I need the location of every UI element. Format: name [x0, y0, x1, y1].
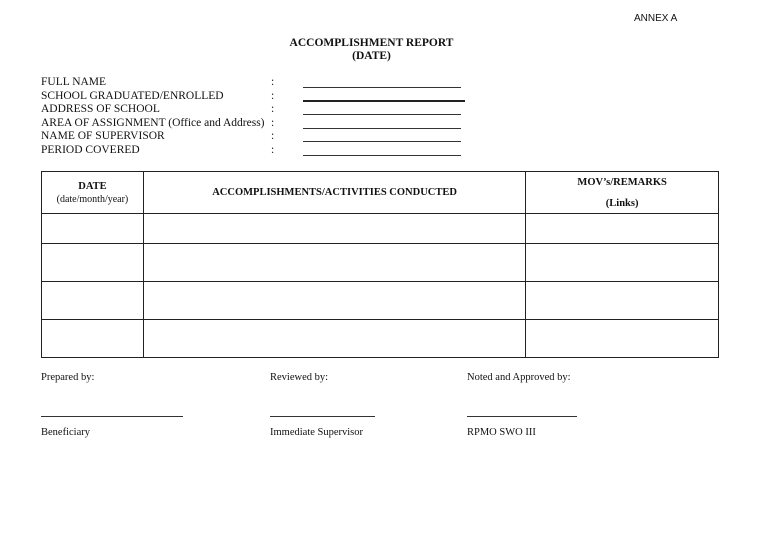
- column-header-date: [42, 172, 144, 214]
- table-cell-activities[interactable]: [143, 282, 525, 320]
- table-cell-date[interactable]: [42, 244, 144, 282]
- annex-label: ANNEX A: [634, 13, 678, 24]
- field-name-of-supervisor: [41, 130, 481, 144]
- field-period-covered: [41, 144, 481, 158]
- field-colon: :: [271, 116, 275, 129]
- report-title: [0, 37, 743, 63]
- prepared-signature-line[interactable]: [41, 416, 183, 417]
- field-blank-line[interactable]: [303, 87, 461, 88]
- report-title-main: ACCOMPLISHMENT REPORT: [289, 37, 454, 49]
- table-cell-movs[interactable]: [526, 320, 719, 358]
- field-label: FULL NAME: [41, 76, 107, 88]
- column-header-date-label: DATE: [78, 180, 107, 192]
- column-header-movs-links: (Links): [605, 197, 639, 209]
- table-row: [42, 320, 719, 358]
- prepared-by-role: Beneficiary: [41, 427, 90, 438]
- field-blank-line[interactable]: [303, 128, 461, 129]
- noted-signature-line[interactable]: [467, 416, 577, 417]
- field-colon: :: [271, 130, 275, 143]
- noted-approved-by-role: RPMO SWO III: [467, 427, 536, 438]
- table-cell-movs[interactable]: [526, 244, 719, 282]
- field-blank-line[interactable]: [303, 100, 465, 102]
- reviewed-signature-line[interactable]: [270, 416, 375, 417]
- field-blank-line[interactable]: [303, 155, 461, 156]
- report-title-date: (DATE): [352, 50, 391, 62]
- prepared-by-label: Prepared by:: [41, 372, 95, 383]
- field-label: ADDRESS OF SCHOOL: [41, 103, 160, 116]
- column-header-date-format: (date/month/year): [56, 193, 129, 205]
- field-label: AREA OF ASSIGNMENT (Office and Address): [41, 116, 265, 129]
- reviewed-by-role: Immediate Supervisor: [270, 427, 364, 438]
- table-cell-date[interactable]: [42, 214, 144, 244]
- field-label: NAME OF SUPERVISOR: [41, 130, 165, 143]
- field-label: SCHOOL GRADUATED/ENROLLED: [41, 89, 224, 102]
- field-colon: :: [271, 89, 275, 102]
- table-header-row: [42, 172, 719, 214]
- table-cell-activities[interactable]: [143, 320, 525, 358]
- reviewed-by-label: Reviewed by:: [270, 372, 329, 383]
- field-area-of-assignment: [41, 117, 481, 131]
- field-blank-line[interactable]: [303, 141, 461, 142]
- table-cell-date[interactable]: [42, 320, 144, 358]
- column-header-movs-label: MOV’s/REMARKS: [577, 176, 667, 188]
- field-colon: :: [271, 103, 275, 116]
- noted-approved-by-label: Noted and Approved by:: [467, 372, 571, 383]
- personal-info-fields: [41, 76, 481, 158]
- field-full-name: [41, 76, 481, 90]
- field-colon: :: [271, 76, 275, 88]
- field-school-graduated: [41, 90, 481, 104]
- field-label: PERIOD COVERED: [41, 143, 140, 156]
- column-header-movs: [526, 172, 719, 214]
- column-header-activities: ACCOMPLISHMENTS/ACTIVITIES CONDUCTED: [143, 172, 525, 214]
- table-cell-date[interactable]: [42, 282, 144, 320]
- field-colon: :: [271, 143, 275, 156]
- table-cell-activities[interactable]: [143, 214, 525, 244]
- table-row: [42, 282, 719, 320]
- table-cell-activities[interactable]: [143, 244, 525, 282]
- table-row: [42, 244, 719, 282]
- field-blank-line[interactable]: [303, 114, 461, 115]
- table-cell-movs[interactable]: [526, 214, 719, 244]
- table-cell-movs[interactable]: [526, 282, 719, 320]
- accomplishment-table: [41, 171, 719, 358]
- field-address-of-school: [41, 103, 481, 117]
- table-row: [42, 214, 719, 244]
